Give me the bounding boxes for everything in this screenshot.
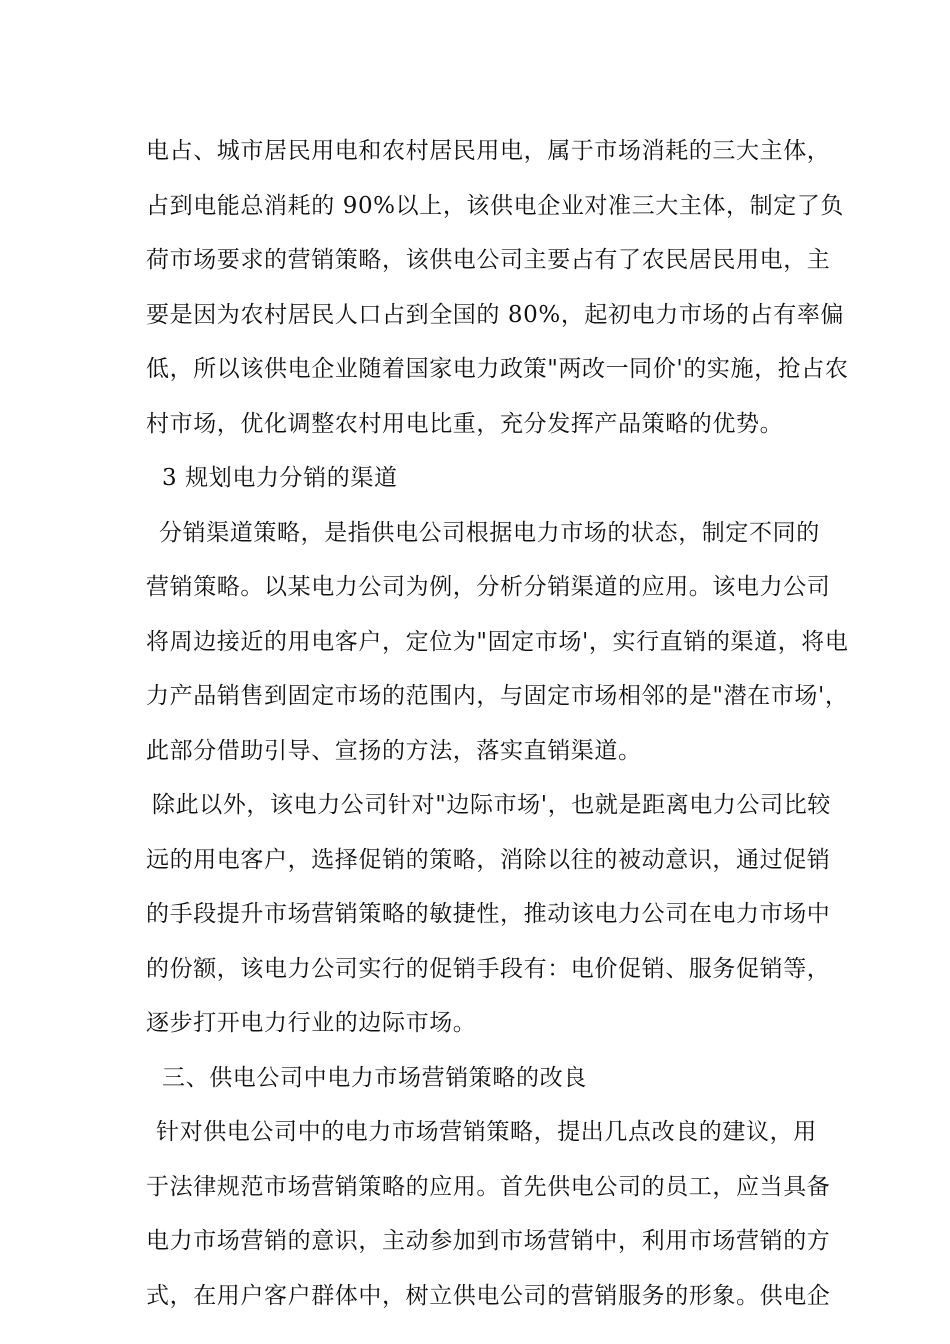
text-line: 式，在用户客户群体中，树立供电公司的营销服务的形象。供电企 bbox=[146, 1282, 831, 1309]
text-line: 占到电能总消耗的 90%以上，该供电企业对准三大主体，制定了负 bbox=[146, 192, 845, 219]
text-line: 远的用电客户，选择促销的策略，消除以往的被动意识，通过促销 bbox=[146, 846, 831, 873]
text-line: 营销策略。以某电力公司为例，分析分销渠道的应用。该电力公司 bbox=[146, 574, 831, 600]
text-line: 的份额，该电力公司实行的促销手段有：电价促销、服务促销等， bbox=[146, 955, 831, 982]
text-line: 电力市场营销的意识，主动参加到市场营销中，利用市场营销的方 bbox=[146, 1228, 831, 1254]
body-text bbox=[146, 124, 849, 1323]
text-line: 电占、城市居民用电和农村居民用电，属于市场消耗的三大主体， bbox=[146, 138, 831, 164]
text-line: 要是因为农村居民人口占到全国的 80%，起初电力市场的占有率偏 bbox=[146, 301, 845, 328]
text-line: 于法律规范市场营销策略的应用。首先供电公司的员工，应当具备 bbox=[146, 1173, 831, 1200]
text-line: 低，所以该供电企业随着国家电力政策"两改一同价'的实施，抢占农 bbox=[146, 356, 849, 382]
text-line: 荷市场要求的营销策略，该供电公司主要占有了农民居民用电，主 bbox=[146, 247, 831, 273]
text-line: 的手段提升市场营销策略的敏捷性，推动该电力公司在电力市场中 bbox=[146, 901, 831, 927]
text-line: 此部分借助引导、宣扬的方法，落实直销渠道。 bbox=[146, 737, 642, 764]
text-line: 力产品销售到固定市场的范围内，与固定市场相邻的是"潜在市场'， bbox=[146, 683, 849, 709]
paragraph-first-line: 针对供电公司中的电力市场营销策略，提出几点改良的建议，用 bbox=[156, 1119, 817, 1145]
paragraph-first-line: 分销渠道策略，是指供电公司根据电力市场的状态，制定不同的 bbox=[159, 519, 820, 546]
section-heading: 3 规划电力分销的渠道 bbox=[162, 465, 398, 491]
text-line: 村市场，优化调整农村用电比重，充分发挥产品策略的优势。 bbox=[146, 410, 784, 437]
paragraph-first-line: 除此以外，该电力公司针对"边际市场'，也就是距离电力公司比较 bbox=[152, 792, 831, 818]
section-heading: 三、供电公司中电力市场营销策略的改良 bbox=[162, 1064, 587, 1091]
text-line: 将周边接近的用电客户，定位为"固定市场'，实行直销的渠道，将电 bbox=[146, 628, 849, 655]
text-line: 逐步打开电力行业的边际市场。 bbox=[146, 1010, 477, 1036]
